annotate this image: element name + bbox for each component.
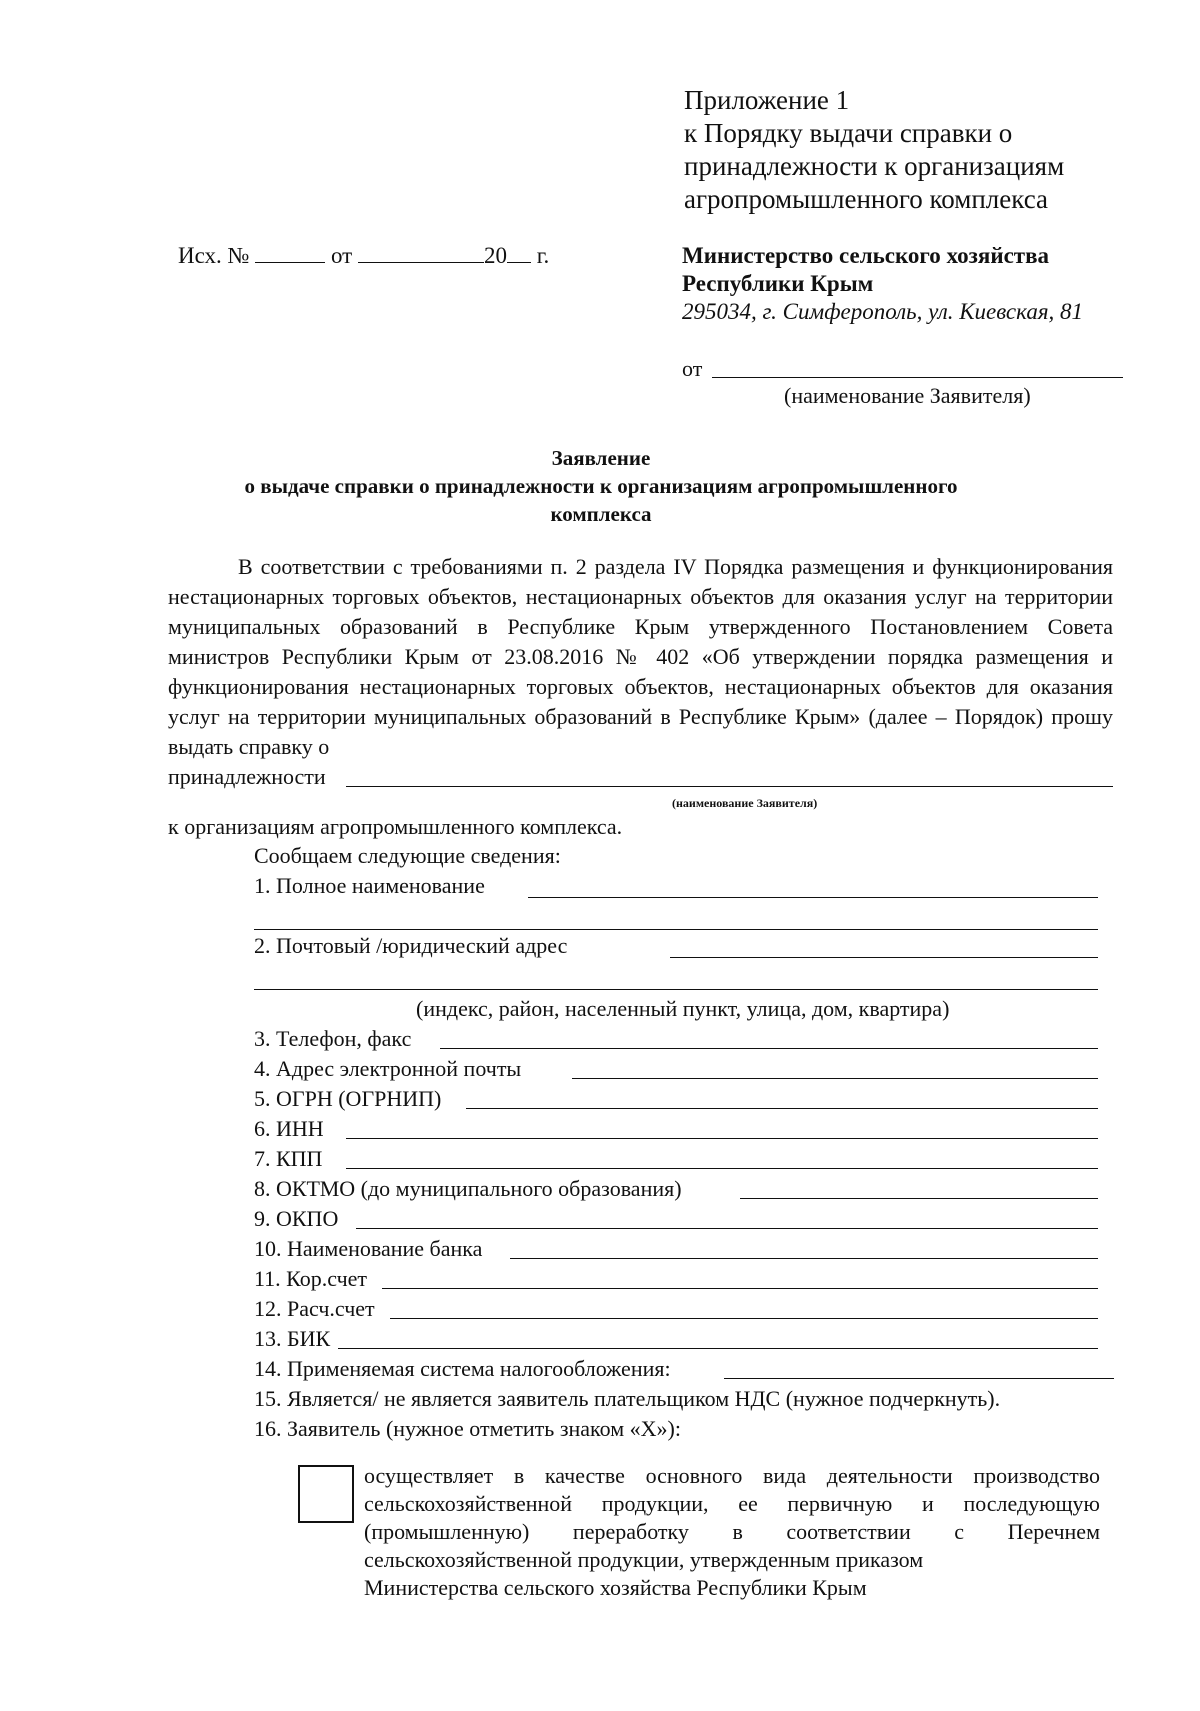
outgoing-from-label: от [330,243,353,268]
appendix-header [684,84,1064,216]
field-vat-status[interactable]: 15. Является/ не является заявитель плательщиком НДС (нужное подчеркнуть). [254,1386,1001,1411]
field-inn-input[interactable] [346,1138,1098,1139]
field-phone-label: 3. Телефон, факс [254,1026,412,1051]
field-full-name-label: 1. Полное наименование [254,873,485,898]
field-kpp-input[interactable] [346,1168,1098,1169]
outgoing-number-line [178,242,549,269]
field-corr-account-input[interactable] [382,1288,1098,1289]
intro-text: Сообщаем следующие сведения: [254,843,561,868]
appendix-line: к Порядку выдачи справки о [684,118,1013,148]
outgoing-date-field[interactable] [358,242,484,263]
field-kpp-label: 7. КПП [254,1146,323,1171]
field-oktmo-input[interactable] [740,1198,1098,1199]
field-full-name-input[interactable] [528,897,1098,898]
appendix-line: принадлежности к организациям [684,151,1065,181]
appendix-line: Приложение 1 [684,85,850,115]
field-phone-input[interactable] [440,1048,1098,1049]
appendix-line: агропромышленного комплекса [684,184,1048,214]
request-text: В соответствии с требованиями п. 2 раздела IV Порядка размещения и функционирования нестационарных торговых объектов, нестационарных объектов для оказания услуг на территории муниципальных образований в Республике Крым утвержденного Постановлением Совета министров Республики Крым от 23.08.2016 № 402 «Об утверждении порядка размещения и функционирования нестационарных торговых объектов, нестационарных объектов для оказания услуг на территории муниципальных образований в Республике Крым» (далее – Порядок) прошу выдать справку о [168,554,1113,759]
outgoing-year-field[interactable] [507,242,531,263]
field-full-name-input-2[interactable] [254,929,1098,930]
field-applicant-type-label: 16. Заявитель (нужное отметить знаком «Х»): [254,1416,681,1441]
applicant-name-field[interactable] [712,377,1123,378]
field-email-label: 4. Адрес электронной почты [254,1056,522,1081]
recipient-address: 295034, г. Симферополь, ул. Киевская, 81 [682,299,1084,324]
title-line1: Заявление [551,446,651,470]
request-paragraph [168,552,1113,762]
field-tax-system-label: 14. Применяемая система налогообложения: [254,1356,671,1381]
field-bik-label: 13. БИК [254,1326,331,1351]
field-okpo-input[interactable] [356,1228,1098,1229]
field-bank-input[interactable] [510,1258,1098,1259]
outgoing-year-prefix: 20 [483,243,507,268]
recipient-name-line1: Министерство сельского хозяйства [682,243,1050,268]
field-inn-label: 6. ИНН [254,1116,324,1141]
continuation-text: к организациям агропромышленного комплекса. [168,814,623,839]
outgoing-number-field[interactable] [255,242,325,263]
belonging-label: принадлежности [168,764,326,789]
option-text-last-line: Министерства сельского хозяйства Республики Крым [364,1575,867,1600]
option-text: осуществляет в качестве основного вида деятельности производство сельскохозяйственной продукции, ее первичную и последующую (промышленную) переработку в соответствии с Перечнем сельскохозяйственной продукции, утвержденным приказом [364,1463,1100,1572]
field-address-label: 2. Почтовый /юридический адрес [254,933,568,958]
belonging-field[interactable] [346,786,1113,787]
field-tax-system-input[interactable] [724,1378,1114,1379]
applicant-name-caption: (наименование Заявителя) [784,383,1031,408]
belonging-caption: (наименование Заявителя) [672,796,818,810]
field-ogrn-label: 5. ОГРН (ОГРНИП) [254,1086,442,1111]
option-checkbox[interactable] [298,1465,354,1523]
field-bik-input[interactable] [338,1348,1098,1349]
title-line2: о выдаче справки о принадлежности к организациям агропромышленного [244,474,958,498]
recipient-name-line2: Республики Крым [682,271,874,296]
field-address-caption: (индекс, район, населенный пункт, улица, дом, квартира) [416,996,950,1021]
field-address-input[interactable] [670,957,1098,958]
document-title [170,444,1032,528]
field-okpo-label: 9. ОКПО [254,1206,339,1231]
field-account-label: 12. Расч.счет [254,1296,375,1321]
applicant-from-label: от [682,356,703,381]
outgoing-prefix: Исх. № [178,243,250,268]
recipient-block [682,242,1083,326]
field-bank-label: 10. Наименование банка [254,1236,483,1261]
field-email-input[interactable] [572,1078,1098,1079]
field-address-input-2[interactable] [254,989,1098,990]
outgoing-year-suffix: г. [536,243,550,268]
field-oktmo-label: 8. ОКТМО (до муниципального образования) [254,1176,682,1201]
field-ogrn-input[interactable] [466,1108,1098,1109]
title-line3: комплекса [550,502,652,526]
field-corr-account-label: 11. Кор.счет [254,1266,368,1291]
option-description [364,1462,1100,1602]
field-account-input[interactable] [390,1318,1098,1319]
